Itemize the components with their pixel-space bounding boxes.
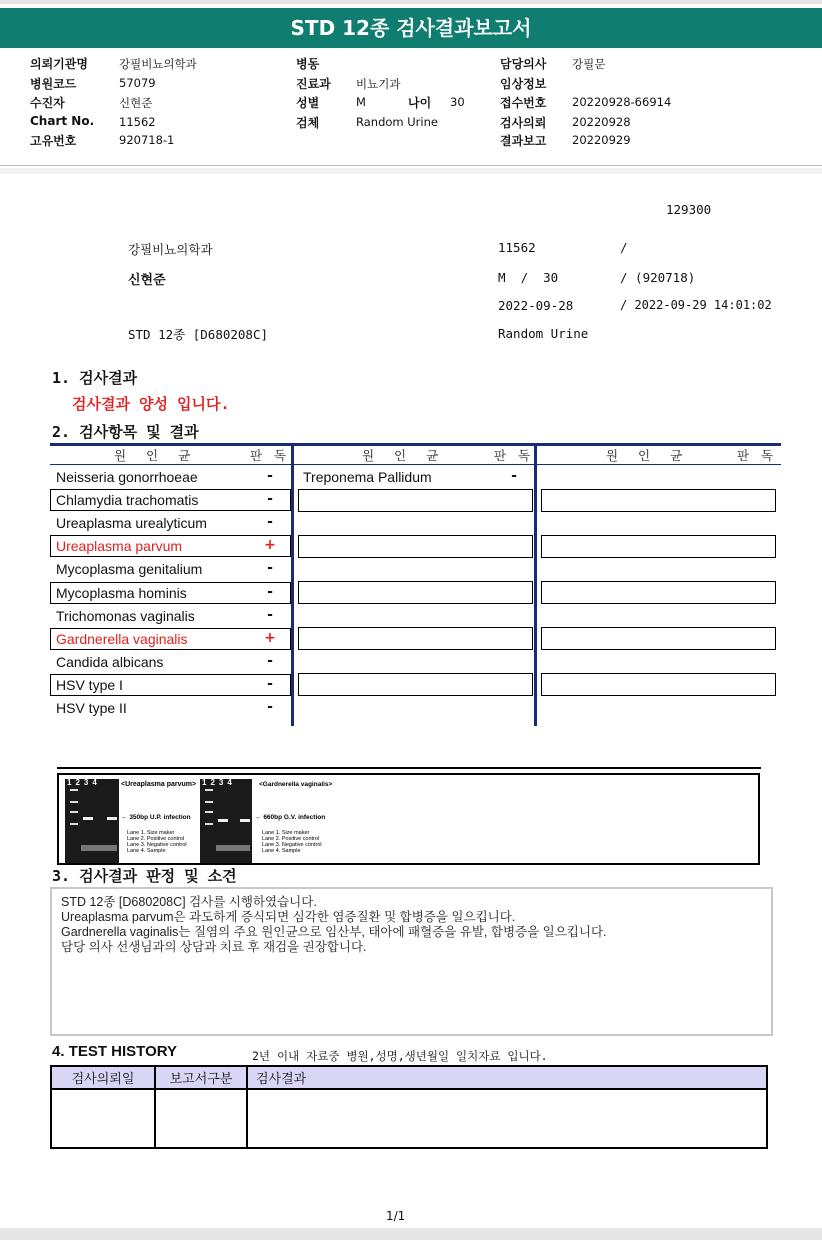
gel-lane-number: 2 — [75, 778, 84, 787]
gel-right-legend — [262, 830, 322, 854]
header-age-value: 30 — [450, 95, 465, 109]
empty-result-box — [298, 489, 533, 512]
pathogen-result-sign: - — [267, 653, 273, 669]
header-value: Random Urine — [356, 115, 438, 129]
col3-result-header: 판 독 — [737, 448, 778, 463]
gel-right-ladder-band — [205, 823, 213, 825]
gel-lane-number: 1 — [202, 778, 211, 787]
empty-result-box — [298, 627, 533, 650]
info-test-name: STD 12종 [D680208C] — [128, 327, 269, 342]
gel-legend-line: Lane 4. Sample — [262, 848, 301, 854]
header-label: 병원코드 — [30, 77, 77, 91]
report-header — [0, 55, 822, 159]
result-table-head-rule — [50, 464, 781, 465]
gel-left-legend — [127, 830, 187, 854]
gel-left-ladder-band — [70, 801, 78, 803]
gel-legend-line: Lane 1. Size maker — [127, 830, 175, 836]
gel-legend-line: Lane 4. Sample — [127, 848, 166, 854]
pathogen-name: Trichomonas vaginalis — [56, 608, 195, 624]
pathogen-name: Chlamydia trachomatis — [56, 492, 199, 508]
gel-left-positive-band — [83, 817, 93, 820]
header-age-label: 나이 — [408, 96, 432, 110]
header-value: 비뇨기과 — [356, 77, 401, 91]
opinion-line: Gardnerella vaginalis는 질염의 주요 원인균으로 임산부, 태아에 패혈증을 유발, 합병증을 일으킵니다. — [61, 925, 607, 939]
gel-left-band-label: ← 350bp U.P. infection — [121, 814, 191, 821]
section2-title: 2. 검사항목 및 결과 — [52, 423, 199, 441]
pathogen-result-sign: - — [267, 560, 273, 576]
section3-title: 3. 검사결과 판정 및 소견 — [52, 867, 237, 885]
history-header-request-date: 검사의뢰일 — [51, 1066, 155, 1089]
pathogen-name: Candida albicans — [56, 654, 164, 670]
pathogen-result-sign: - — [267, 584, 273, 600]
header-label: 검사의뢰 — [500, 116, 547, 130]
pathogen-result-sign: - — [267, 468, 273, 484]
section4-title: 4. TEST HISTORY — [52, 1043, 178, 1060]
result-table-divider-1 — [291, 443, 294, 726]
gel-right-ladder-band — [205, 789, 213, 791]
empty-result-box — [298, 673, 533, 696]
gel-right-band-text: 660bp G.V. infection — [263, 814, 326, 821]
gel-lane-number: 3 — [218, 778, 228, 787]
header-label: Chart No. — [30, 114, 95, 128]
top-strip — [0, 0, 822, 4]
opinion-text — [52, 889, 771, 961]
gel-top-rule — [57, 767, 761, 769]
col2-pathogen-header: 원 인 균 — [362, 448, 447, 463]
history-table — [50, 1065, 768, 1149]
empty-result-box — [541, 627, 776, 650]
empty-result-box — [541, 581, 776, 604]
pathogen-result-sign: - — [267, 491, 273, 507]
gel-left-ladder-band — [70, 823, 78, 825]
gel-left — [65, 779, 119, 863]
opinion-line: Ureaplasma parvum은 과도하게 증식되면 심각한 염증질환 및 합병증을 일으킵니다. — [61, 910, 516, 924]
gel-left-title: <Ureaplasma parvum> — [121, 781, 197, 788]
col3-pathogen-header: 원 인 균 — [606, 448, 691, 463]
section1-result: 검사결과 양성 입니다. — [72, 395, 230, 413]
gel-right-ladder-band — [205, 801, 213, 803]
gel-legend-line: Lane 3. Negative control — [262, 842, 322, 848]
history-cell — [155, 1089, 247, 1148]
col2-item-name: Treponema Pallidum — [303, 469, 432, 485]
pathogen-result-sign: + — [264, 630, 276, 646]
empty-result-box — [541, 489, 776, 512]
pathogen-result-sign: + — [264, 537, 276, 553]
header-value: 11562 — [119, 115, 156, 129]
gel-legend-line: Lane 3. Negative control — [127, 842, 187, 848]
opinion-line: STD 12종 [D680208C] 검사를 시행하였습니다. — [61, 895, 317, 909]
opinion-line: 담당 의사 선생님과의 상담과 치료 후 재검을 권장합니다. — [61, 940, 367, 954]
history-cell — [247, 1089, 767, 1148]
gel-lane-number: 2 — [210, 778, 219, 787]
gel-lane-number: 3 — [83, 778, 93, 787]
gel-image-panel — [57, 773, 760, 865]
col1-result-header: 판 독 — [250, 448, 291, 463]
pathogen-result-sign: - — [267, 607, 273, 623]
pathogen-name: Ureaplasma urealyticum — [56, 515, 207, 531]
report-title: STD 12종 검사결과보고서 — [0, 8, 822, 48]
gel-left-primer-band — [81, 845, 117, 851]
gel-lane-number: 4 — [92, 778, 101, 787]
header-label: 담당의사 — [500, 57, 547, 71]
header-value: 20220928 — [572, 115, 631, 129]
gel-left-sample-band — [107, 817, 117, 820]
pathogen-result-sign: - — [267, 699, 273, 715]
info-hospital: 강필비뇨의학과 — [128, 242, 213, 257]
header-value: 57079 — [119, 76, 156, 90]
header-value: M — [356, 95, 366, 109]
pathogen-name: Ureaplasma parvum — [56, 538, 183, 554]
header-shadow — [0, 168, 822, 174]
opinion-box — [50, 887, 773, 1036]
info-report-datetime: / 2022-09-29 14:01:02 — [620, 298, 772, 312]
history-header-result: 검사결과 — [247, 1066, 767, 1089]
header-label: 접수번호 — [500, 96, 547, 110]
gel-lane-number: 1 — [67, 778, 76, 787]
gel-legend-line: Lane 2. Positive control — [127, 836, 185, 842]
empty-result-box — [298, 535, 533, 558]
gel-lane-number: 4 — [227, 778, 236, 787]
gel-right-band-label: ← 660bp G.V. infection — [255, 814, 326, 821]
header-divider — [0, 165, 822, 166]
gel-right-positive-band — [218, 819, 228, 822]
empty-result-box — [541, 535, 776, 558]
gel-legend-line: Lane 2. Positive control — [262, 836, 320, 842]
header-label: 결과보고 — [500, 134, 547, 148]
empty-result-box — [298, 581, 533, 604]
header-label: 진료과 — [296, 77, 331, 91]
pathogen-name: Neisseria gonorrhoeae — [56, 469, 198, 485]
page-number: 1/1 — [386, 1209, 406, 1223]
gel-legend-line: Lane 1. Size maker — [262, 830, 310, 836]
gel-right-primer-band — [216, 845, 250, 851]
header-label: 병동 — [296, 57, 320, 71]
info-specimen: Random Urine — [498, 326, 589, 341]
gel-right-ladder-band — [205, 811, 213, 813]
history-header-report-type: 보고서구분 — [155, 1066, 247, 1089]
col2-item-sign: - — [511, 468, 517, 484]
gel-right-sample-band — [240, 819, 250, 822]
header-label: 의뢰기관명 — [30, 57, 88, 71]
gel-left-ladder-band — [70, 789, 78, 791]
empty-result-box — [541, 673, 776, 696]
info-birth: / (920718) — [620, 270, 696, 285]
bottom-strip — [0, 1228, 822, 1240]
gel-left-ladder-band — [70, 811, 78, 813]
history-note: 2년 이내 자료중 병원,성명,생년월일 일치자료 입니다. — [252, 1049, 548, 1063]
pathogen-name: Mycoplasma hominis — [56, 585, 187, 601]
header-value: 신현준 — [119, 96, 153, 110]
pathogen-name: HSV type II — [56, 700, 127, 716]
pathogen-name: Mycoplasma genitalium — [56, 561, 203, 577]
report-code: 129300 — [666, 202, 712, 217]
pathogen-name: Gardnerella vaginalis — [56, 631, 188, 647]
pathogen-result-sign: - — [267, 514, 273, 530]
info-patient: 신현준 — [128, 273, 166, 288]
col2-result-header: 판 독 — [494, 448, 535, 463]
pathogen-name: HSV type I — [56, 677, 123, 693]
info-chart-no: 11562 — [498, 240, 536, 255]
gel-right-title: <Gardnerella vaginalis> — [259, 781, 333, 788]
header-value: 20220929 — [572, 133, 631, 147]
gel-right — [200, 779, 252, 863]
header-value: 강필비뇨의학과 — [119, 57, 197, 71]
header-label: 고유번호 — [30, 134, 77, 148]
header-label: 검체 — [296, 116, 320, 130]
info-sex-age: M / 30 — [498, 270, 559, 285]
gel-left-band-text: 350bp U.P. infection — [129, 814, 191, 821]
header-value: 20220928-66914 — [572, 95, 672, 109]
info-request-date: 2022-09-28 — [498, 298, 574, 313]
result-table-divider-2 — [534, 443, 537, 726]
col1-pathogen-header: 원 인 균 — [114, 448, 199, 463]
header-label: 수진자 — [30, 96, 65, 110]
gel-left-lanes — [67, 778, 101, 787]
header-label: 임상정보 — [500, 77, 547, 91]
info-slash: / — [620, 240, 628, 255]
section1-title: 1. 검사결과 — [52, 369, 138, 387]
history-cell — [51, 1089, 155, 1148]
header-value: 강필문 — [572, 57, 606, 71]
header-value: 920718-1 — [119, 133, 175, 147]
header-label: 성별 — [296, 96, 320, 110]
gel-right-lanes — [202, 778, 236, 787]
pathogen-result-sign: - — [267, 676, 273, 692]
